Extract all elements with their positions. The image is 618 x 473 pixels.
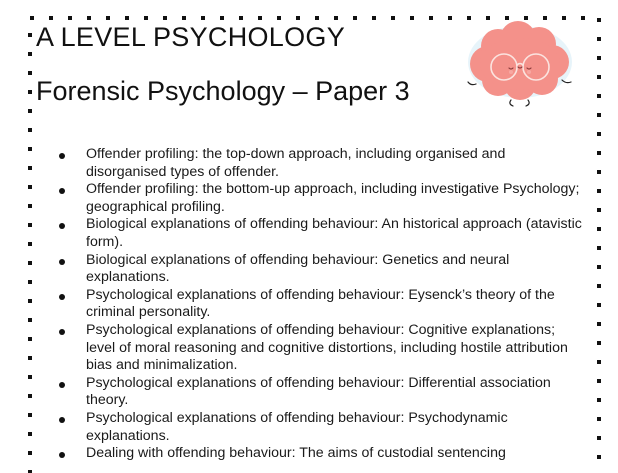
topic-text: Offender profiling: the top-down approach, including organised and disorganised types of offender. bbox=[86, 146, 506, 180]
page-title: A LEVEL PSYCHOLOGY bbox=[36, 22, 346, 52]
bullet-icon bbox=[59, 188, 65, 194]
bullet-icon bbox=[59, 382, 65, 388]
topic-text: Biological explanations of offending behaviour: An historical approach (atavistic form). bbox=[86, 216, 582, 250]
list-item bbox=[56, 322, 586, 375]
list-item bbox=[56, 181, 586, 216]
topic-text: Psychological explanations of offending behaviour: Eysenck’s theory of the criminal personality. bbox=[86, 286, 555, 321]
bullet-icon bbox=[59, 294, 65, 300]
bullet-icon bbox=[59, 417, 65, 423]
bullet-icon bbox=[59, 452, 65, 458]
list-item bbox=[56, 287, 586, 322]
list-item bbox=[56, 146, 586, 181]
cute-brain-with-glasses-icon bbox=[458, 12, 578, 112]
topic-text: Psychological explanations of offending behaviour: Cognitive explanations; level of moral reasoning and cognitive distortions, including hostile attribution bias and minimalization. bbox=[86, 321, 568, 374]
topic-list bbox=[56, 146, 586, 463]
topic-text: Psychological explanations of offending behaviour: Differential association theory. bbox=[86, 374, 551, 409]
bullet-icon bbox=[59, 153, 65, 159]
page-subtitle: Forensic Psychology – Paper 3 bbox=[36, 76, 410, 106]
topic-text: Psychological explanations of offending behaviour: Psychodynamic explanations. bbox=[86, 409, 508, 444]
topic-text: Dealing with offending behaviour: The aims of custodial sentencing bbox=[86, 445, 506, 462]
topic-text: Offender profiling: the bottom-up approach, including investigative Psychology; geographical profiling. bbox=[86, 181, 580, 215]
list-item bbox=[56, 410, 586, 445]
bullet-icon bbox=[59, 259, 65, 265]
dotted-border-left bbox=[28, 33, 32, 473]
dotted-border-right bbox=[597, 18, 601, 468]
list-item bbox=[56, 252, 586, 287]
list-item bbox=[56, 216, 586, 251]
bullet-icon bbox=[59, 223, 65, 229]
topic-text: Biological explanations of offending behaviour: Genetics and neural explanations. bbox=[86, 251, 510, 286]
list-item bbox=[56, 445, 586, 463]
bullet-icon bbox=[59, 329, 65, 335]
list-item bbox=[56, 375, 586, 410]
